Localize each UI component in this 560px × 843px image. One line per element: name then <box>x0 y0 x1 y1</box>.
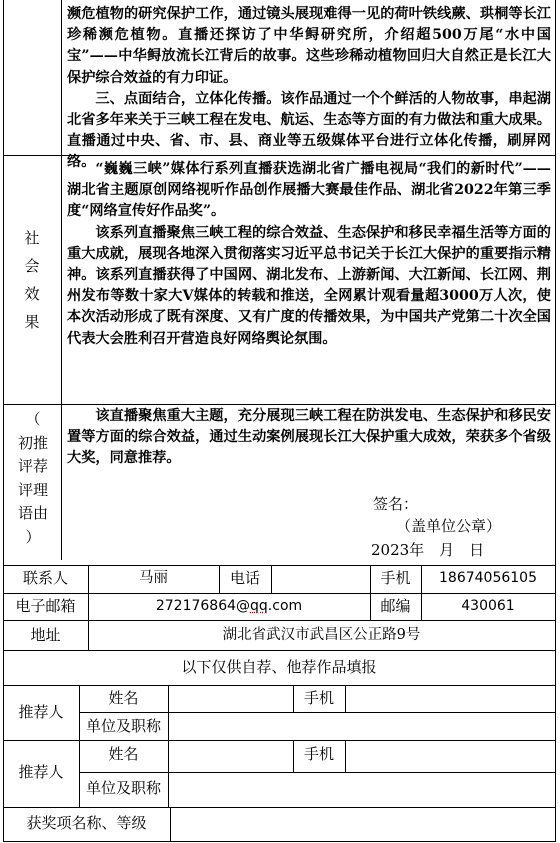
mobile-label: 手机 <box>303 745 334 763</box>
row-divider <box>3 565 556 566</box>
label-column-divider <box>61 0 62 560</box>
self-recommend-note: 以下仅供自荐、他荐作品填报 <box>181 658 377 676</box>
review-label: （ 初推 评荐 评理 语由 ） <box>17 410 48 546</box>
social-effect-block <box>67 159 551 350</box>
divider <box>345 685 346 712</box>
social-effect-paragraph: “巍巍三峡”媒体行系列直播获选湖北省广播电视局“我们的新时代”——湖北省主题原创网络视听作品创作展播大赛最佳作品、湖北省2022年第三季度“网络宣传好作品奖”。 <box>67 161 551 220</box>
mobile-label: 手机 <box>380 569 411 587</box>
row-divider <box>3 807 556 808</box>
postcode-value: 430061 <box>461 598 515 614</box>
row-divider <box>3 620 556 621</box>
divider <box>170 807 171 842</box>
form-table <box>3 0 556 842</box>
table-border-right <box>555 0 556 842</box>
recommender-label: 推荐人 <box>18 703 64 721</box>
row-divider <box>3 650 556 651</box>
intro-paragraph: 濒危植物的研究保护工作，通过镜头展现难得一见的荷叶铁线蕨、珙桐等长江珍稀濒危植物。直播还探访了中华鲟研究所，介绍超500万尾“水中国宝”——中华鲟放流长江背后的故事。这些珍稀动植物回归大自然正是长江大保护综合效益的有力印证。 <box>67 6 551 86</box>
org-label: 单位及职称 <box>85 779 161 797</box>
row-divider <box>3 740 556 741</box>
mobile-label: 手机 <box>303 689 334 707</box>
mobile-value: 18674056105 <box>439 570 537 586</box>
award-label: 获奖项名称、等级 <box>26 814 147 832</box>
org-label: 单位及职称 <box>85 717 161 735</box>
postcode-label: 邮编 <box>380 597 411 615</box>
date-label: 2023年 月 日 <box>371 541 485 559</box>
row-divider <box>3 685 556 686</box>
email-value: 272176864@qq.com <box>155 598 303 614</box>
seal-label: （盖单位公章） <box>396 517 502 535</box>
intro-block <box>67 4 551 174</box>
signature-label: 签名： <box>373 495 419 513</box>
divider <box>271 565 272 593</box>
row-divider <box>79 712 556 713</box>
social-effect-label: 社 会 效 果 <box>24 229 40 331</box>
email-label: 电子邮箱 <box>15 597 76 615</box>
social-effect-paragraph: 该系列直播聚焦三峡工程的综合效益、生态保护和移民幸福生活等方面的重大成就，展现各地深入贯彻落实习近平总书记关于长江大保护的重要指示精神。该系列直播获得了中国网、湖北发布、上游新闻、大江新闻、长江网、荆州发布等数十家大V媒体的转载和推送，全网累计观看量超3000万人次，使本次活动形成了既有深度、又有广度的传播效果，为中国共产党第二十次全国代表大会胜利召开营造良好网络舆论氛围。 <box>67 224 551 347</box>
divider <box>168 712 169 740</box>
intro-paragraph: 三、点面结合，立体化传播。该作品通过一个个鲜活的人物故事，串起湖北省多年来关于三峡工程在发电、航运、生态等方面的有力做法和重大成果。直播通过中央、省、市、县、商业等五级媒体平台进行立体化传播，刷屏网络。 <box>67 90 551 171</box>
phone-label: 电话 <box>229 569 260 587</box>
row-divider <box>3 404 556 405</box>
review-text: 该直播聚焦重大主题，充分展现三峡工程在防洪发电、生态保护和移民安置等方面的综合效益，通过生动案例展现长江大保护重大成效，荣获多个省级大奖，同意推荐。 <box>67 408 551 467</box>
divider <box>168 685 169 712</box>
divider <box>168 772 169 807</box>
table-border-bottom <box>3 841 556 842</box>
name-label: 姓名 <box>108 745 139 763</box>
divider <box>168 740 169 772</box>
contact-value: 马丽 <box>139 570 168 586</box>
contact-label: 联系人 <box>22 569 68 587</box>
address-value: 湖北省武汉市武昌区公正路9号 <box>222 627 421 643</box>
recommender-label: 推荐人 <box>18 763 64 781</box>
row-divider <box>3 593 556 594</box>
row-divider <box>79 772 556 773</box>
divider <box>345 740 346 772</box>
name-label: 姓名 <box>108 689 139 707</box>
address-label: 地址 <box>30 626 61 644</box>
